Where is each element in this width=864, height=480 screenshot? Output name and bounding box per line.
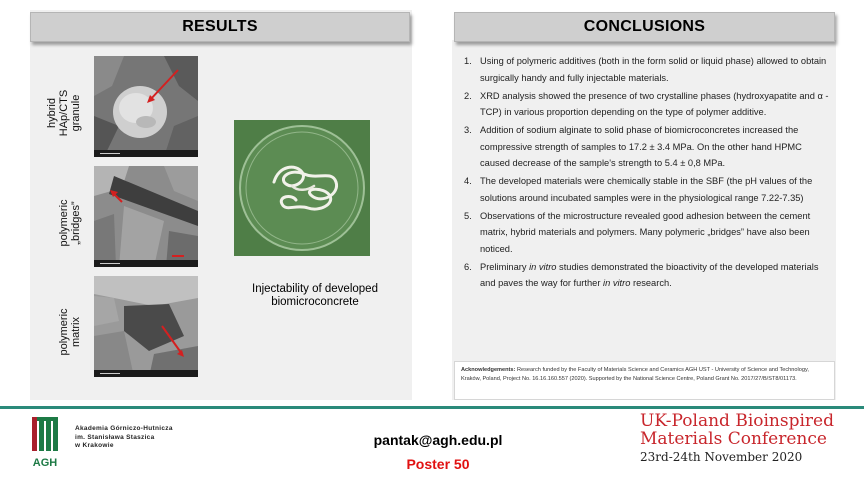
label-polymeric-matrix	[58, 277, 82, 387]
petri-dish-photo	[234, 120, 370, 256]
conclusion-text: in vitro	[529, 261, 557, 272]
conclusion-number: 1.	[464, 56, 472, 66]
label-line: granule	[70, 94, 82, 132]
acknowledgements-box	[454, 361, 835, 400]
conclusion-item	[464, 122, 832, 172]
injectability-caption	[240, 283, 390, 309]
sem-micrograph-3	[94, 276, 198, 377]
poster-number: Poster 50	[406, 456, 470, 472]
contact-email[interactable]: pantak@agh.edu.pl	[373, 432, 503, 448]
conclusion-item	[464, 259, 832, 292]
conclusion-text: Using of polymeric additives (both in the form solid or liquid phase) allowed to obtain surgically handy and fully injectable materials.	[480, 56, 827, 83]
conclusion-item	[464, 208, 832, 258]
sem-micrograph-1	[94, 56, 198, 157]
scale-bar	[94, 150, 198, 157]
conclusion-number: 4.	[464, 176, 472, 186]
conclusion-item	[464, 53, 832, 86]
conclusion-number: 2.	[464, 90, 472, 101]
sem-image-hybrid-granule	[94, 56, 198, 157]
scale-bar	[94, 370, 198, 377]
conclusion-text: Preliminary	[480, 261, 530, 272]
conclusion-text: in vitro	[603, 278, 631, 288]
university-line: w Krakowie	[75, 442, 114, 450]
conclusion-number: 6.	[464, 261, 472, 272]
sem-micrograph-2	[94, 166, 198, 267]
university-line: Akademia Górniczo-Hutnicza	[75, 425, 173, 432]
label-line: HAp/CTS	[58, 89, 70, 137]
conclusion-text: research.	[630, 278, 672, 288]
label-line: polymeric	[58, 199, 70, 247]
caption-line: Injectability of developed	[252, 283, 378, 295]
agh-logo-text: AGH	[32, 457, 58, 469]
label-polymeric-bridges	[58, 168, 82, 278]
label-line: hybrid	[46, 98, 58, 128]
university-line: im. Stanisława Staszica	[75, 433, 155, 441]
label-line: „bridges”	[70, 201, 82, 245]
conference-title-line: Materials Conference	[640, 428, 827, 449]
agh-logo-icon	[30, 413, 64, 469]
conclusions-list	[464, 53, 832, 293]
conclusion-text: XRD analysis showed the presence of two crystalline phases (hydroxyapatite and α -TCP) in various proportion depending on the type of polymer additive.	[480, 90, 829, 117]
caption-line: biomicroconcrete	[271, 296, 359, 308]
conference-title-line: UK-Poland Bioinspired	[640, 411, 834, 431]
label-line: matrix	[70, 317, 82, 347]
conclusion-number: 3.	[464, 125, 472, 135]
sem-image-polymeric-matrix	[94, 276, 198, 377]
conclusion-text: The developed materials were chemically stable in the SBF (the pH values of the solutions around incubated samples were in the physiological range 7.22-7.35)	[480, 176, 813, 203]
results-header: RESULTS	[30, 12, 410, 42]
acknowledgements-label: Acknowledgements:	[461, 367, 516, 373]
sem-image-polymeric-bridges	[94, 166, 198, 267]
conclusion-item	[464, 173, 832, 206]
conclusion-number: 5.	[464, 210, 472, 221]
conclusion-text: Addition of sodium alginate to solid phase of biomicroconcretes increased the compressive strength of samples to 17.2 ± 3.4 MPa. On the other hand HPMC caused decrease of the sample's strength to 5.4 ± 0,8 MPa.	[480, 125, 802, 168]
university-name	[75, 425, 225, 451]
acknowledgements-text: Research funded by the Faculty of Materials Science and Ceramics AGH UST - University of Science and Technology, Kraków, Poland, Project No. 16.16.160.557 (2020). Supported by the National Science Centre, Poland Grant No. 2017/27/B/ST8/01173.	[461, 367, 809, 382]
scale-bar	[94, 260, 198, 267]
footer-divider	[0, 406, 864, 409]
petri-dish-image	[234, 120, 370, 256]
conclusion-text: Observations of the microstructure revealed good adhesion between the cement matrix, hybrid materials and polymers. Many polymeric „bridges” have also been noticed.	[480, 210, 811, 254]
conference-dates: 23rd-24th November 2020	[640, 450, 803, 464]
label-hybrid-granule	[46, 58, 82, 168]
conclusion-text: studies demonstrated the bioactivity of the developed materials and paves the way for further	[480, 261, 819, 288]
conclusions-header: CONCLUSIONS	[454, 12, 835, 42]
conference-title	[640, 413, 864, 448]
agh-logo	[30, 413, 64, 469]
conclusion-item	[464, 88, 832, 121]
label-line: polymeric	[58, 308, 70, 356]
